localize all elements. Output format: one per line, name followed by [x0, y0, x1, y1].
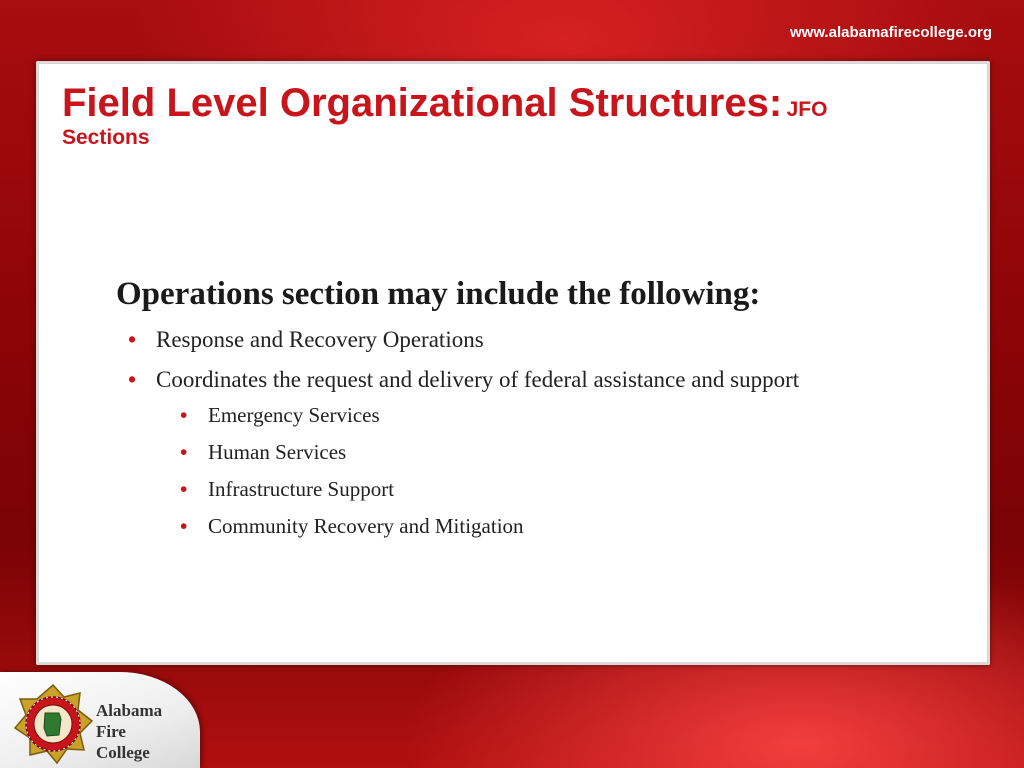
- list-item-text: Coordinates the request and delivery of federal assistance and support: [156, 367, 800, 392]
- sub-list-item: [180, 440, 799, 465]
- sub-list-item: [180, 477, 799, 502]
- title-main: Field Level Organizational Structures:: [62, 81, 783, 125]
- list-item: [128, 327, 799, 353]
- list-item: [128, 367, 799, 539]
- sub-list-item: [180, 514, 799, 539]
- sub-list-item-text: Emergency Services: [208, 403, 380, 427]
- logo-line: Fire: [96, 722, 126, 741]
- bullet-icon: •: [180, 514, 188, 538]
- list-item-text: Response and Recovery Operations: [156, 327, 484, 352]
- sub-bullet-list: [180, 403, 799, 539]
- section-heading: Operations section may include the following:: [116, 276, 761, 312]
- sub-list-item: [180, 403, 799, 428]
- slide-title: [62, 80, 962, 150]
- bullet-icon: •: [128, 327, 137, 352]
- bullet-icon: •: [180, 440, 188, 464]
- bullet-icon: •: [180, 403, 188, 427]
- sub-list-item-text: Human Services: [208, 440, 347, 464]
- bullet-list: [128, 327, 799, 553]
- bullet-icon: •: [128, 367, 137, 392]
- bullet-icon: •: [180, 477, 188, 501]
- sub-list-item-text: Community Recovery and Mitigation: [208, 514, 524, 538]
- title-line2: Sections: [62, 126, 150, 149]
- logo-text: [96, 700, 186, 763]
- website-url: www.alabamafirecollege.org: [789, 24, 992, 41]
- logo-line: Alabama: [96, 701, 163, 720]
- title-suffix: JFO: [786, 98, 828, 121]
- fire-college-seal-icon: [12, 683, 94, 765]
- sub-list-item-text: Infrastructure Support: [208, 477, 395, 501]
- logo-line: College: [96, 743, 150, 762]
